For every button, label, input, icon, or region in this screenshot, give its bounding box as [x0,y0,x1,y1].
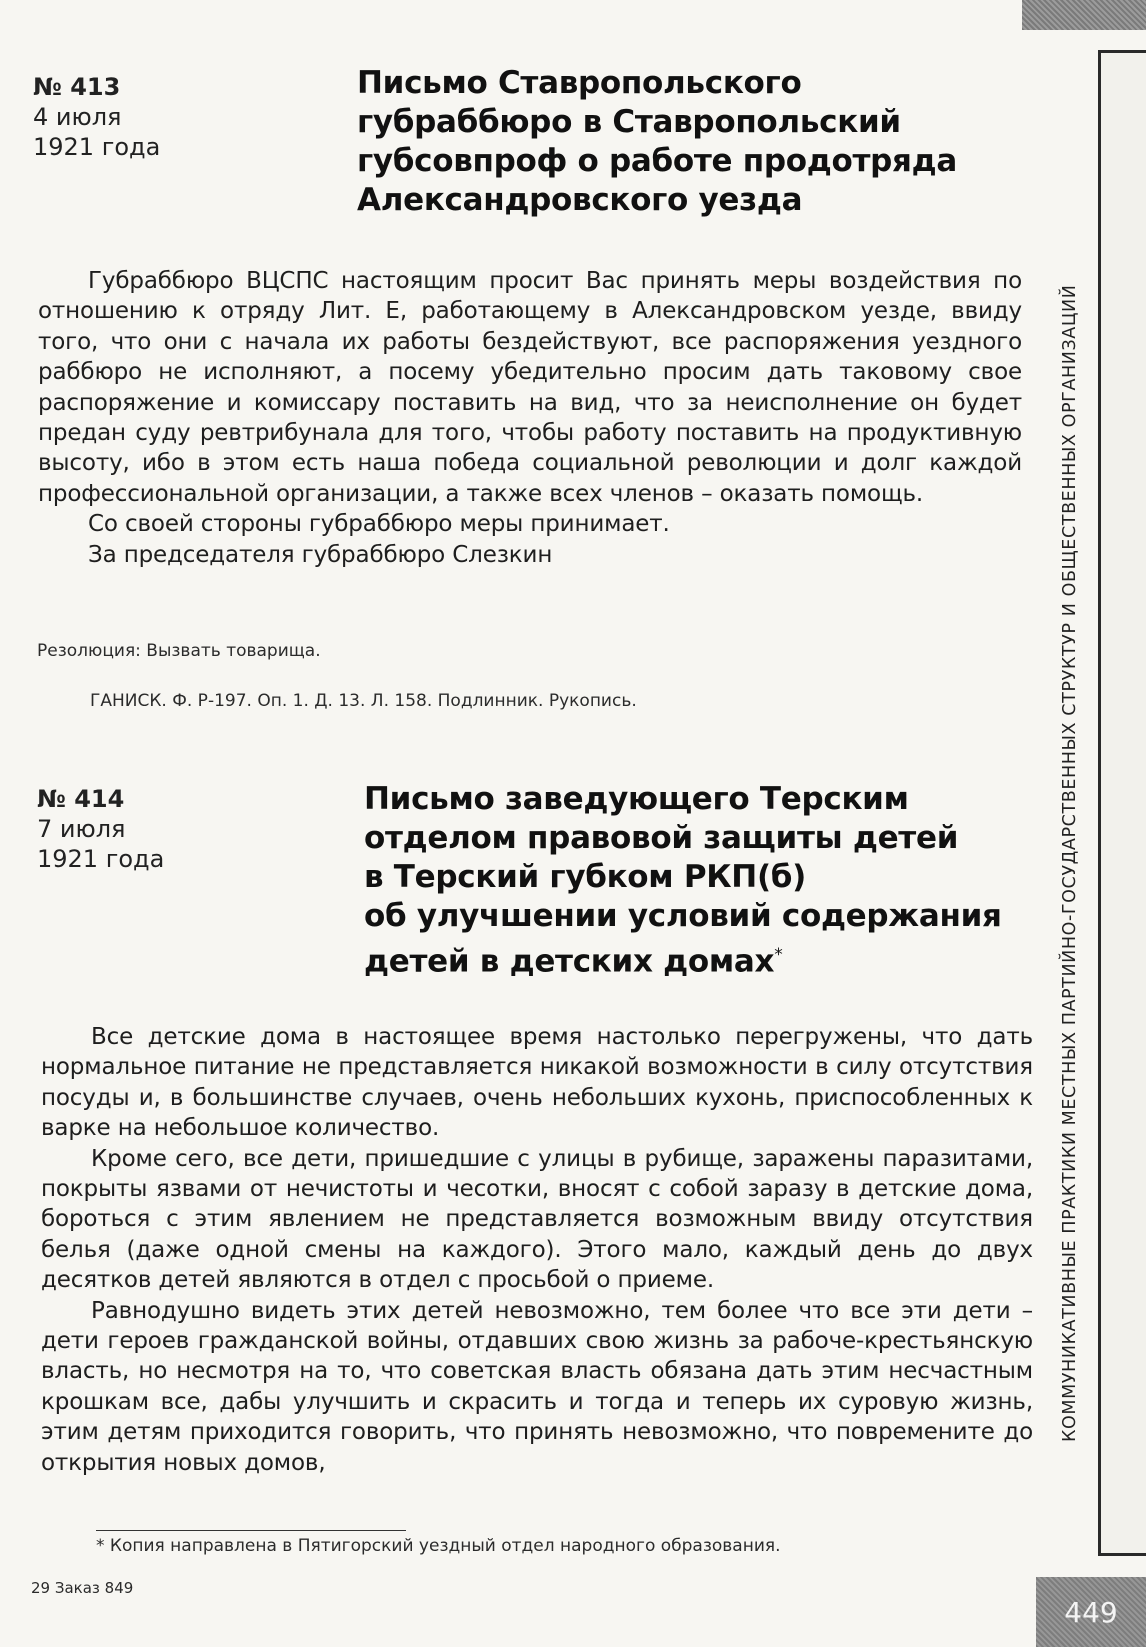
doc-414-paragraph: Все детские дома в настоящее время настолько перегружены, что дать нормальное питание не представляется никакой возможности в силу отсутствия посуды и, в большинстве случаев, очень небольших кухонь, приспособленных к варке на небольшое количество. [41,1024,1033,1142]
corner-decoration [1022,0,1146,30]
running-head-vertical: КОММУНИКАТИВНЫЕ ПРАКТИКИ МЕСТНЫХ ПАРТИЙНО-ГОСУДАРСТВЕННЫХ СТРУКТУР И ОБЩЕСТВЕННЫХ ОРГАНИЗАЦИЙ [1060,284,1080,1442]
doc-414-number: № 414 [37,785,125,813]
doc-414-title-line: Письмо заведующего Терским [364,781,909,817]
doc-413-title [357,64,1017,220]
doc-413-resolution: Резолюция: Вызвать товарища. [37,641,321,661]
doc-414-paragraph: Кроме сего, все дети, пришедшие с улицы в рубище, заражены паразитами, покрыты язвами от нечистоты и чесотки, вносят с собой заразу в детские дома, бороться с этим явлением не представляется возможным ввиду отсутствия белья (даже одной смены на каждого). Этого мало, каждый день до двух десятков детей являются в отдел с просьбой о приеме. [41,1145,1033,1294]
side-frame [1098,50,1146,1556]
doc-413-number: № 413 [33,73,121,101]
page-number: 449 [1036,1577,1146,1647]
doc-413-title-line: губраббюро в Ставропольский [357,104,901,140]
doc-413-meta [33,72,273,162]
doc-413-title-line: Александровского уезда [357,182,803,218]
doc-414-title [364,780,1044,981]
doc-414-title-line: в Терский губком РКП(б) [364,859,807,895]
doc-414-date-day: 7 июля [37,815,126,843]
doc-414-title-line-last [364,936,1044,981]
doc-414-meta [37,784,277,874]
doc-413-archive-source: ГАНИСК. Ф. Р-197. Оп. 1. Д. 13. Л. 158. Подлинник. Рукопись. [90,691,637,711]
doc-413-date-year: 1921 года [33,133,161,161]
doc-414-title-line: отделом правовой защиты детей [364,820,959,856]
doc-414-body [41,1022,1033,1478]
doc-413-paragraph: Губраббюро ВЦСПС настоящим просит Вас принять меры воздействия по отношению к отряду Лит. Е, работающему в Александровском уезде, ввиду того, что они с начала их работы бездействуют, все распоряжения уездного раббюро не исполняют, а посему убедительно просим дать таковому свое распоряжение и комиссару поставить на вид, что за неисполнение он будет предан суду ревтрибунала для того, чтобы работу поставить на продуктивную высоту, ибо в этом есть наша победа социальной революции и долг каждой профессиональной организации, а также всех членов – оказать помощь. [38,268,1022,507]
footnote: * Копия направлена в Пятигорский уездный отдел народного образования. [96,1536,781,1556]
doc-414-title-line: об улучшении условий содержания [364,898,1002,934]
doc-413-signature: За председателя губраббюро Слезкин [88,541,553,568]
doc-413-paragraph: Со своей стороны губраббюро меры принимает. [88,511,670,538]
doc-413-date-day: 4 июля [33,103,122,131]
footnote-rule [96,1530,406,1531]
doc-413-title-line: Письмо Ставропольского [357,65,802,101]
doc-413-title-line: губсовпроф о работе продотряда [357,143,957,179]
print-mark: 29 Заказ 849 [31,1579,134,1597]
doc-413-body [38,266,1022,570]
doc-414-date-year: 1921 года [37,845,165,873]
footnote-marker: * [774,945,783,965]
doc-414-title-text: детей в детских домах [364,943,775,980]
doc-414-paragraph: Равнодушно видеть этих детей невозможно, тем более что все эти дети – дети героев гражданской войны, отдавших свою жизнь за рабоче-крестьянскую власть, но несмотря на то, что советская власть обязана дать этим несчастным крошкам все, дабы улучшить и скрасить и тогда и теперь их суровую жизнь, этим детям приходится говорить, что принять невозможно, что повремените до открытия новых домов, [41,1297,1033,1476]
